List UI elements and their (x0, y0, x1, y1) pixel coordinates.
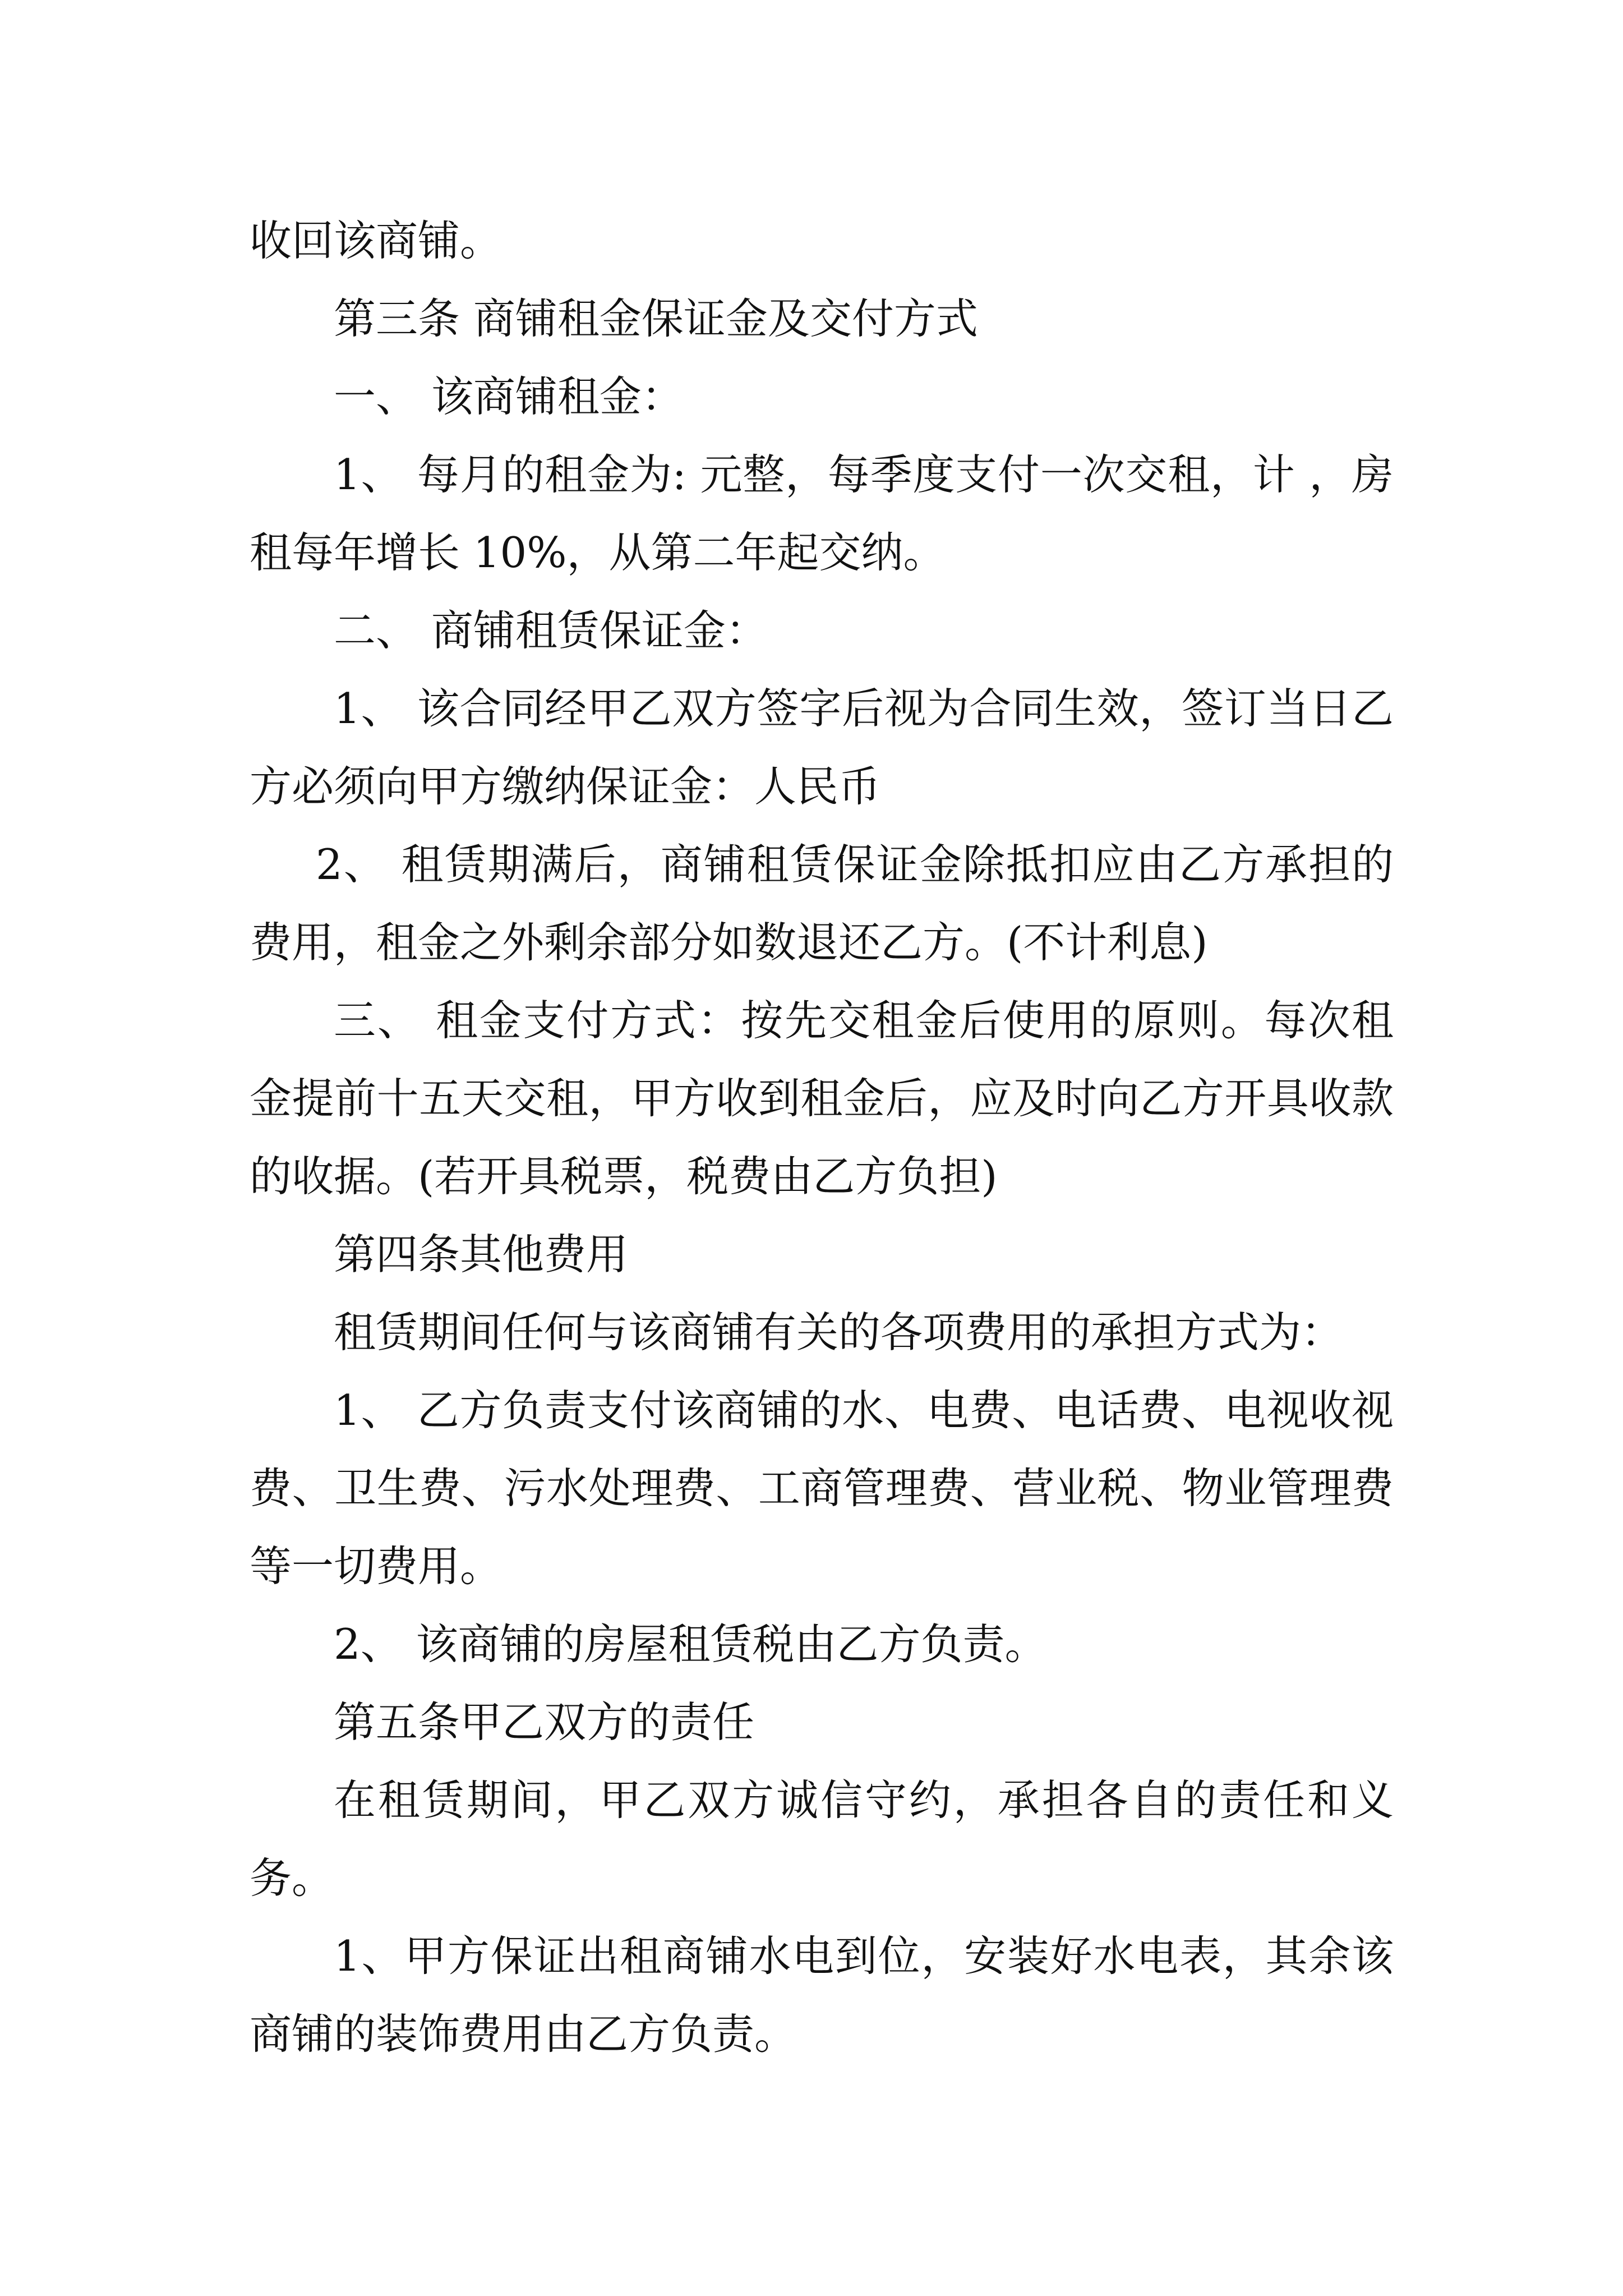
article-5-heading: 第五条甲乙双方的责任 (334, 1697, 755, 1747)
fees-item-2: 2、 该商铺的房屋租赁税由乙方负责。 (334, 1619, 1047, 1669)
section-deposit-heading: 二、 商铺租赁保证金： (334, 606, 768, 655)
article-3-heading: 第三条 商铺租金保证金及交付方式 (334, 294, 978, 343)
rent-item-1: 1、 每月的租金为: 元整，每季度支付一次交租，计 ，房租每年增长 10%，从第二年起交纳。 (250, 450, 1394, 577)
responsibility-item-1: 1、甲方保证出租商铺水电到位，安装好水电表，其余该商铺的装饰费用由乙方负责。 (250, 1931, 1394, 2059)
section-rent-heading: 一、 该商铺租金： (334, 372, 684, 421)
document-body (250, 202, 1394, 2073)
deposit-item-1: 1、 该合同经甲乙双方签字后视为合同生效，签订当日乙方必须向甲方缴纳保证金：人民币 (250, 684, 1394, 811)
responsibility-intro: 在租赁期间，甲乙双方诚信守约，承担各自的责任和义务。 (250, 1775, 1394, 1903)
paragraph-continuation: 收回该商铺。 (250, 216, 502, 265)
deposit-item-2: 2、 租赁期满后，商铺租赁保证金除抵扣应由乙方承担的费用，租金之外剩余部分如数退还乙方。(不计利息) (250, 840, 1394, 967)
other-fees-intro: 租赁期间任何与该商铺有关的各项费用的承担方式为： (334, 1308, 1344, 1357)
article-4-heading: 第四条其他费用 (334, 1230, 629, 1279)
section-payment-method: 三、 租金支付方式：按先交租金后使用的原则。每次租金提前十五天交租，甲方收到租金后，应及时向乙方开具收款的收据。(若开具税票，税费由乙方负担) (250, 996, 1394, 1201)
fees-item-1: 1、 乙方负责支付该商铺的水、电费、电话费、电视收视费、卫生费、污水处理费、工商管理费、营业税、物业管理费等一切费用。 (250, 1386, 1394, 1591)
